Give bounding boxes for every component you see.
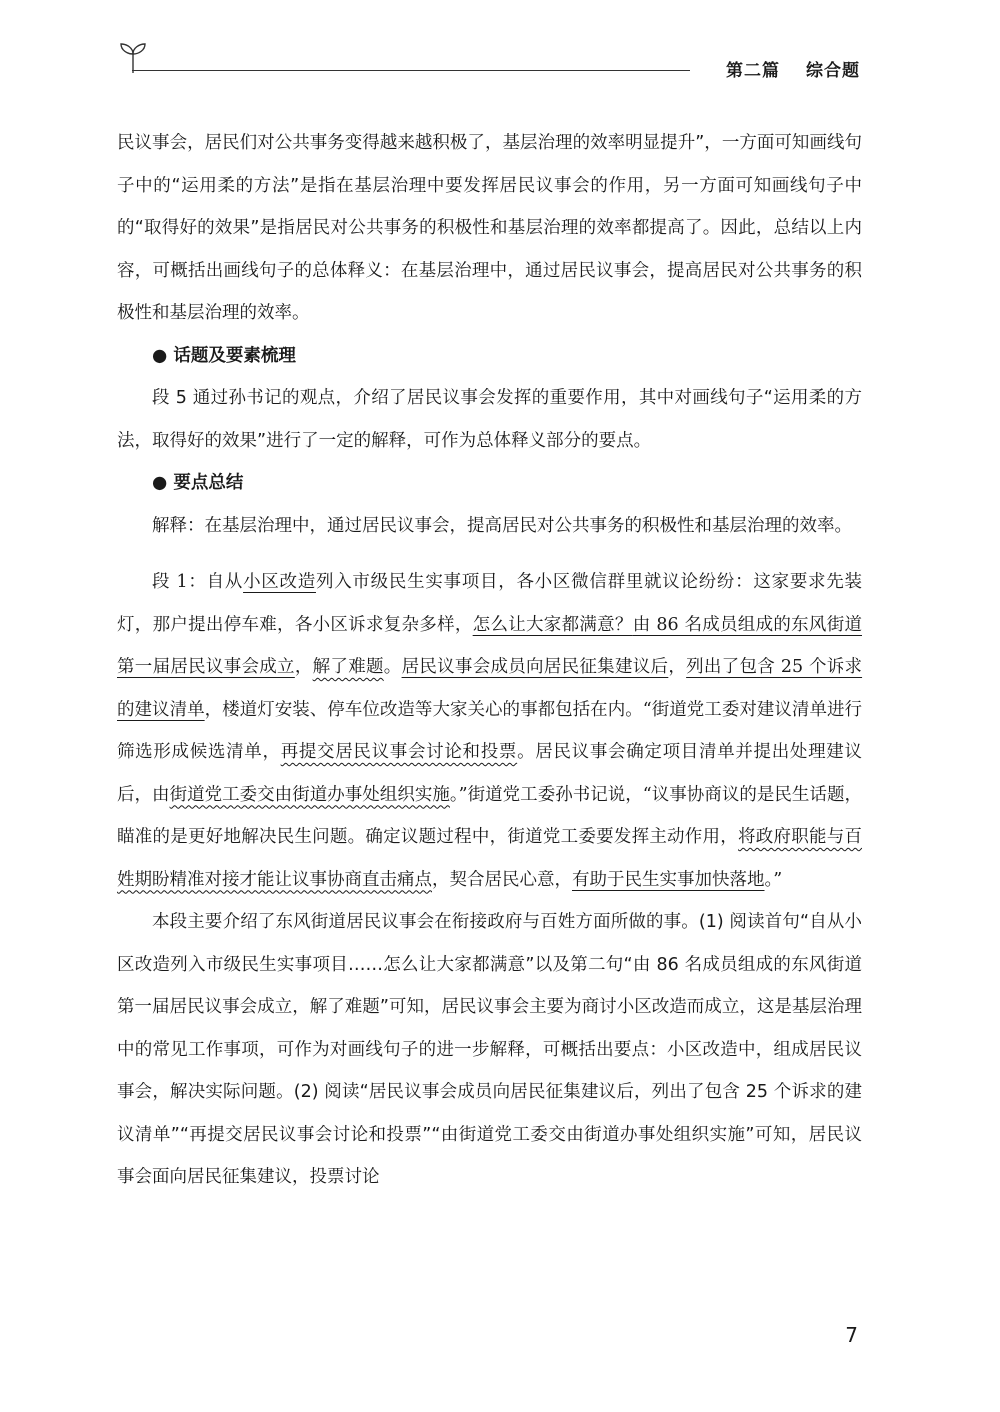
bullet-heading-summary	[117, 462, 862, 505]
underlined-phrase: 居民议事会成员向居民征集建议后	[401, 657, 669, 677]
bullet-heading-topics	[117, 335, 862, 378]
bullet-dot-icon: ●	[152, 345, 168, 366]
bullet-label: 话题及要素梳理	[173, 345, 296, 366]
passage-text: 。	[383, 657, 402, 677]
passage-text: ，契合居民心意，	[432, 869, 572, 890]
sprout-icon	[118, 40, 148, 74]
bullet-dot-icon: ●	[152, 473, 168, 493]
passage-text: ，	[294, 657, 313, 677]
passage-text: ，	[668, 657, 687, 677]
page-number: 7	[845, 1323, 858, 1347]
summary-paragraph: 解释：在基层治理中，通过居民议事会，提高居民对公共事务的积极性和基层治理的效率。	[152, 515, 852, 536]
underlined-phrase: 有助于民生实事加快落地	[572, 869, 765, 890]
underlined-phrase: 小区改造	[243, 572, 316, 592]
underlined-phrase: 列出了包含 25 个诉求的建议清单	[117, 657, 863, 720]
wavy-underlined-phrase: 解了难题	[312, 657, 384, 677]
wavy-underlined-phrase: 再提交居民议事会讨论和投票	[280, 742, 518, 762]
bullet-label: 要点总结	[173, 473, 244, 493]
passage-text: 。”	[764, 869, 783, 890]
underlined-phrase: 由 86 名成员组成的东风街道第一届居民议事会成立	[117, 614, 862, 677]
header-rule	[132, 70, 690, 71]
passage-text: 段 1：自从	[152, 572, 244, 592]
continued-paragraph: 民议事会，居民们对公共事务变得越来越积极了，基层治理的效率明显提升”，一方面可知画线句子中的“运用柔的方法”是指在基层治理中要发挥居民议事会的作用，另一方面可知画线句子中的“取得好的效果”是指居民对公共事务的积极性和基层治理的效率都提高了。因此，总结以上内容，可概括出画线句子的总体释义：在基层治理中，通过居民议事会，提高居民对公共事务的积极性和基层治理的效率。	[117, 133, 862, 323]
section-gap	[117, 547, 862, 561]
passage-text: 列入市级民生实事项目，各小区微信群里就议论纷纷：这家要求先装灯，那户提出停车难，各小区诉求复杂多样，	[117, 572, 863, 635]
underlined-phrase: 怎么让大家都满意？	[472, 614, 633, 635]
header-part: 第二篇	[726, 61, 780, 81]
wavy-underlined-phrase: 街道党工委交由街道办事处组织实施	[169, 784, 450, 805]
wavy-underlined-phrase: 将政府职能与百姓期盼精准对接才能让议事协商直击痛点	[117, 827, 863, 890]
topic-paragraph: 段 5 通过孙书记的观点，介绍了居民议事会发挥的重要作用，其中对画线句子“运用柔的方法，取得好的效果”进行了一定的解释，可作为总体释义部分的要点。	[117, 388, 862, 451]
passage-paragraph	[117, 561, 862, 901]
page-header	[118, 40, 860, 80]
page-content	[117, 122, 862, 1199]
passage-text: 。居民议事会确定项目清单并提出处理建议后，由	[117, 742, 862, 805]
header-title	[726, 56, 860, 81]
analysis-paragraph: 本段主要介绍了东风街道居民议事会在衔接政府与百姓方面所做的事。(1) 阅读首句“自从小区改造列入市级民生实事项目……怎么让大家都满意”以及第二句“由 86 名成员组成的东风街道第一届居民议事会成立，解了难题”可知，居民议事会主要为商讨小区改造而成立，这是基层治理中的常见工作事项，可作为对画线句子的进一步解释，可概括出要点：小区改造中，组成居民议事会，解决实际问题。(2) 阅读“居民议事会成员向居民征集建议后，列出了包含 25 个诉求的建议清单”“再提交居民议事会讨论和投票”“由街道党工委交由街道办事处组织实施”可知，居民议事会面向居民征集建议，投票讨论	[117, 912, 862, 1187]
header-section: 综合题	[806, 61, 860, 81]
passage-text: ，楼道灯安装、停车位改造等大家关心的事都包括在内。“街道党工委对建议清单进行筛选形成候选清单，	[117, 699, 862, 762]
passage-text: 。”街道党工委孙书记说，“议事协商议的是民生话题，瞄准的是更好地解决民生问题。确定议题过程中，街道党工委要发挥主动作用，	[117, 784, 862, 847]
